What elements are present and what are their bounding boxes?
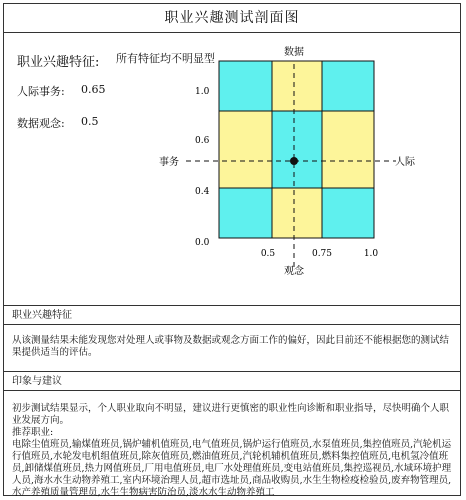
people-things-value: 0.65 <box>81 83 106 96</box>
y-tick-label: 0.4 <box>195 187 210 197</box>
profile-chart <box>4 4 462 304</box>
report-frame <box>3 3 461 496</box>
axis-label-right: 人际 <box>395 157 415 168</box>
chart-cells <box>219 61 374 238</box>
grid-cell-yellow <box>219 111 272 188</box>
axis-label-left: 事务 <box>159 157 179 168</box>
data-ideas-value: 0.5 <box>81 115 99 128</box>
y-tick-label: 1.0 <box>195 87 210 97</box>
advice-text: 初步测试结果显示，个人职业取向不明显，建议进行更慎密的职业性向诊断和职业指导，尽快明确个人职业发展方向。 <box>12 403 450 426</box>
grid-cell-cyan <box>322 61 374 111</box>
recommended-jobs-list: 电除尘值班员,输煤值班员,锅炉辅机值班员,电气值班员,锅炉运行值班员,水泵值班员,集控值班员,汽轮机运行值班员,水轮发电机组值班员,除灰值班员,燃油值班员,汽轮机辅机值班员,燃料集控值班员,电机氢冷值班员,卸储煤值班员,热力网值班员,厂用电值班员,电厂水处理值班员,变电站值班员,集控巡视员,水域环境护理人员,海水水生动物养殖工,室内环境治理人员,超市选址员,商品收购员,水生生物检疫检验员,废弃物管理员,水产养殖质量管理员,水生生物病害防治员,淡水水生动物养殖工 <box>12 439 452 498</box>
x-tick-label: 1.0 <box>363 249 379 259</box>
section-header-feature: 职业兴趣特征 <box>4 305 460 325</box>
page-title: 职业兴趣测试剖面图 <box>4 4 460 33</box>
axis-label-bottom: 观念 <box>284 266 304 277</box>
feature-label: 职业兴趣特征: <box>17 55 100 70</box>
grid-cell-cyan <box>322 188 374 238</box>
axis-label-top: 数据 <box>284 47 304 58</box>
recommended-jobs-label: 推荐职业: <box>12 427 54 438</box>
grid-cell-cyan <box>272 111 322 188</box>
feature-value: 所有特征均不明显型 <box>116 52 215 65</box>
y-tick-label: 0.6 <box>195 136 210 146</box>
y-tick-label: 0.0 <box>195 238 210 248</box>
people-things-label: 人际事务: <box>17 85 65 98</box>
profile-point <box>290 157 298 165</box>
x-tick-label: 0.75 <box>311 249 333 259</box>
grid-cell-yellow <box>272 188 322 238</box>
grid-cell-yellow <box>322 111 374 188</box>
grid-cell-cyan <box>219 61 272 111</box>
chart-points <box>290 157 298 165</box>
x-tick-label: 0.5 <box>260 249 276 259</box>
data-ideas-label: 数据观念: <box>17 117 65 130</box>
grid-cell-yellow <box>272 61 322 111</box>
grid-cell-cyan <box>219 188 272 238</box>
feature-description: 从该测量结果未能发现您对处理人或事物及数据或观念方面工作的偏好，因此目前还不能根据您的测试结果提供适当的评估。 <box>12 335 450 358</box>
section-header-advice: 印象与建议 <box>4 371 460 391</box>
